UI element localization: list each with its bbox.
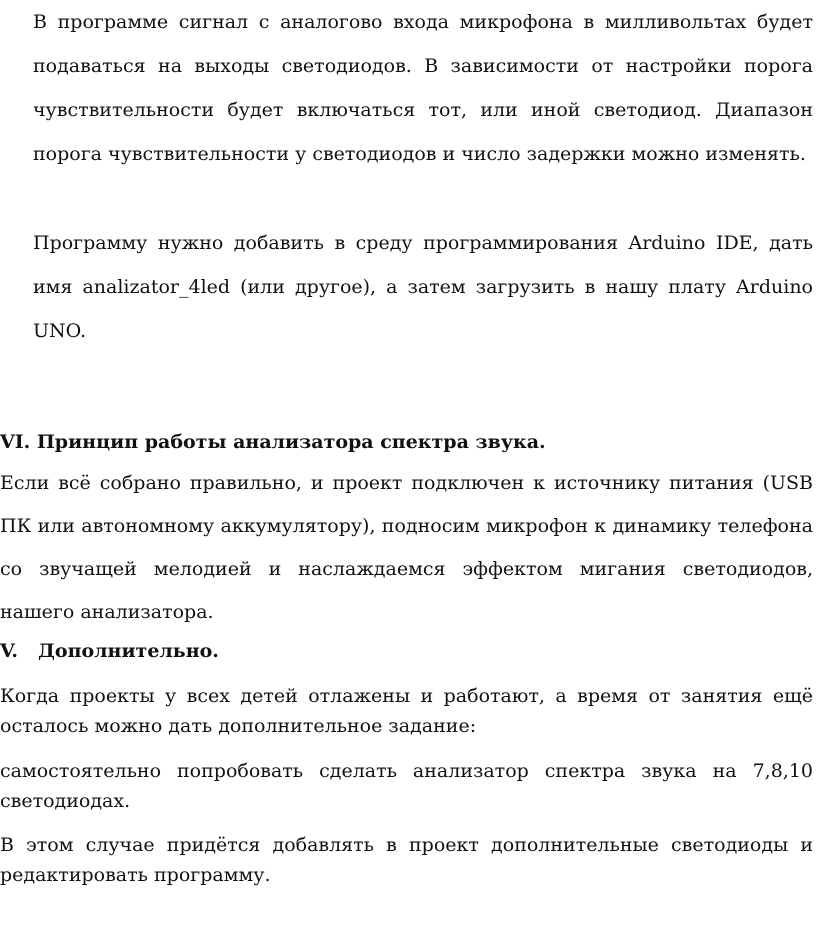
section-title: Дополнительно. (38, 640, 219, 662)
paragraph-assembly-check: Если всё собрано правильно, и проект подключен к источнику питания (USB ПК или автономному аккумулятору), подносим микрофон к динамику телефона со звучащей мелодией и наслаждаемся эффектом мигания светодиодов, нашего анализатора. (0, 472, 813, 623)
paragraph-extra-leds: В этом случае придётся добавлять в проект дополнительные светодиоды и редактировать программу. (0, 834, 813, 886)
section-heading-additional (0, 633, 813, 669)
paragraph-program-signal: В программе сигнал с аналогово входа микрофона в милливольтах будет подаваться на выходы светодиодов. В зависимости от настройки порога чувствительности будет включаться тот, или иной светодиод. Диапазон порога чувствительности у светодиодов и число задержки можно изменять. (33, 11, 813, 165)
section-heading-principle: VI. Принцип работы анализатора спектра звука. (0, 431, 546, 453)
paragraph-extra-task: самостоятельно попробовать сделать анализатор спектра звука на 7,8,10 светодиодах. (0, 760, 813, 812)
paragraph-arduino-ide: Программу нужно добавить в среду программирования Arduino IDE, дать имя analizator_4led (или другое), а затем загрузить в нашу плату Arduino UNO. (33, 232, 813, 342)
section-number: V. (0, 640, 19, 662)
paragraph-extra-task-intro: Когда проекты у всех детей отлажены и работают, а время от занятия ещё осталось можно дать дополнительное задание: (0, 685, 813, 737)
